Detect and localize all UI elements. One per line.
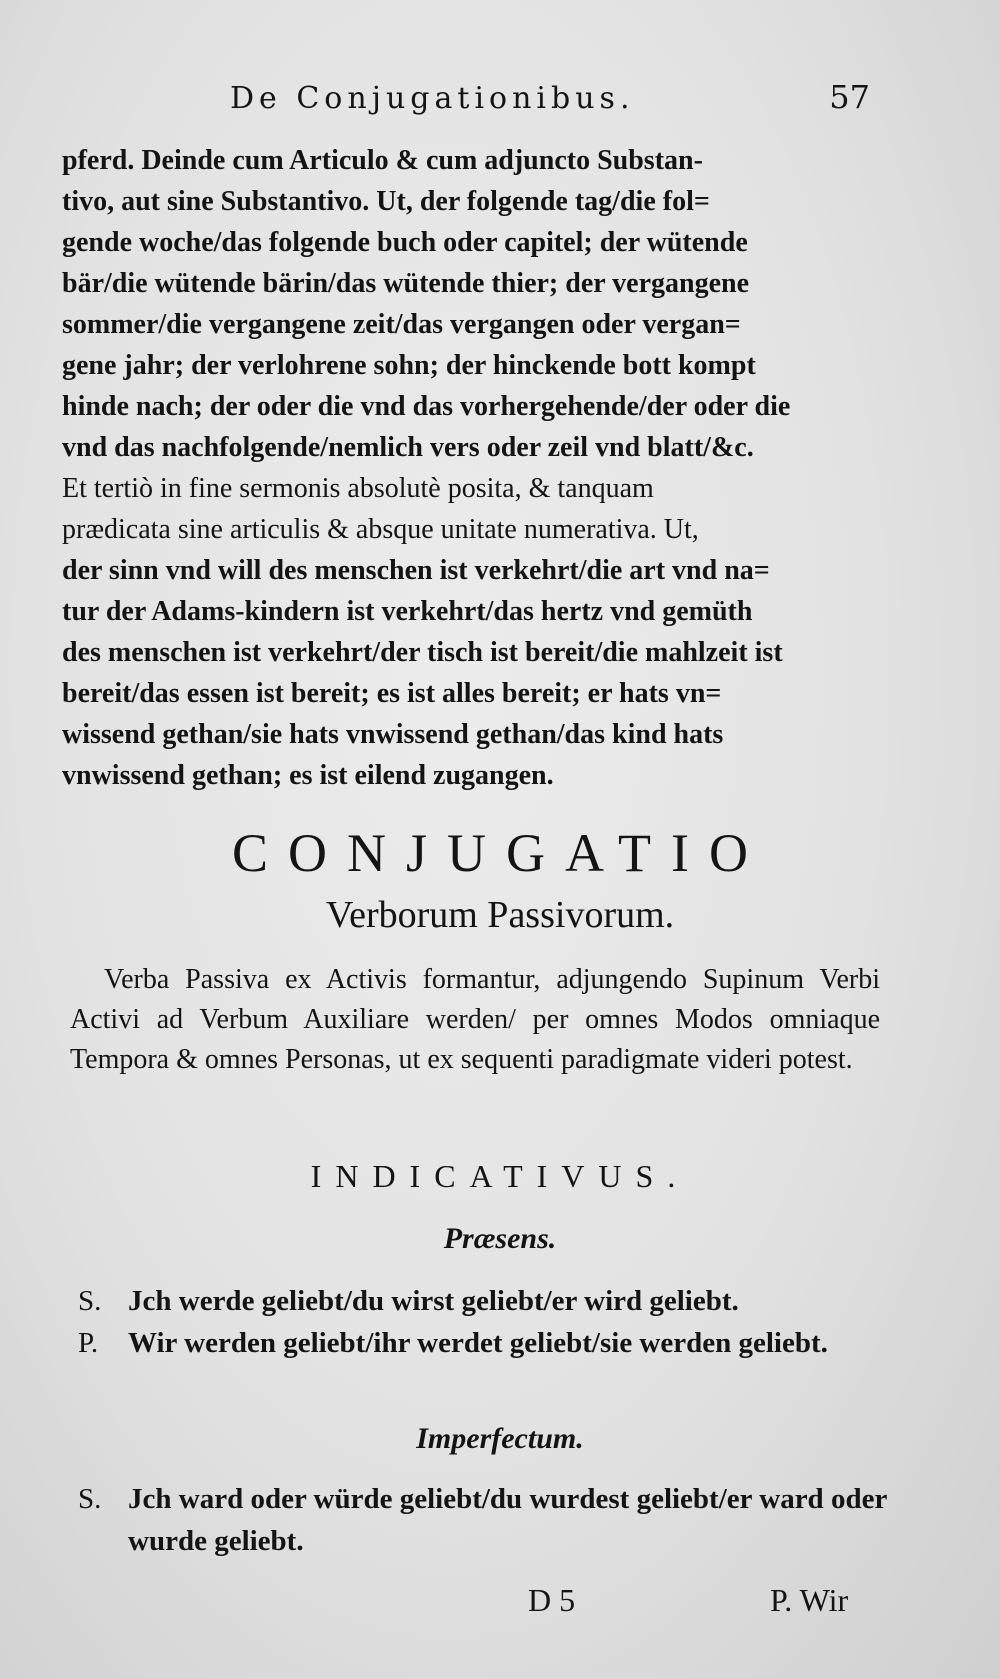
body-line: sommer/die vergangene zeit/das vergangen oder vergan= [62, 309, 741, 340]
paradigm-text: Jch ward oder würde geliebt/du wurdest geliebt/er ward oder wurde geliebt. [128, 1483, 887, 1557]
body-line: vnd das nachfolgende/nemlich vers oder zeil vnd blatt/&c. [62, 432, 754, 463]
page-header [230, 78, 870, 116]
section-subtitle: Verborum Passivorum. [325, 894, 675, 936]
body-line: gende woche/das folgende buch oder capitel; der wütende [62, 227, 748, 258]
imperfectum-paradigm [78, 1478, 888, 1562]
body-line: prædicata sine articulis & absque unitate numerativa. Ut, [62, 514, 699, 545]
body-line: der sinn vnd will des menschen ist verkehrt/die art vnd na= [62, 555, 770, 586]
paradigm-row [78, 1322, 888, 1364]
signature-mark: D 5 [528, 1582, 576, 1618]
body-line: wissend gethan/sie hats vnwissend gethan/das kind hats [62, 719, 724, 750]
intro-paragraph: Verba Passiva ex Activis formantur, adjungendo Supinum Verbi Activi ad Verbum Auxiliare werden/ per omnes Modos omniaque Tempora & omnes Personas, ut ex sequenti paradigmate videri potest. [70, 964, 880, 1075]
number-label: S. [78, 1285, 102, 1317]
body-line: Et tertiò in fine sermonis absolutè posita, & tanquam [62, 473, 654, 504]
tense-heading-praesens: Præsens. [443, 1222, 557, 1255]
number-label: P. [78, 1327, 99, 1359]
body-line: vnwissend gethan; es ist eilend zugangen. [62, 760, 554, 791]
section-title: CONJUGATIO [232, 823, 768, 883]
body-line: pferd. Deinde cum Articulo & cum adjuncto Substan- [62, 145, 703, 176]
body-line: tur der Adams-kindern ist verkehrt/das hertz vnd gemüth [62, 596, 753, 627]
paradigm-row [78, 1280, 888, 1322]
body-paragraph [62, 140, 882, 796]
mood-heading: INDICATIVUS. [310, 1158, 690, 1194]
running-title: De Conjugationibus. [230, 81, 635, 116]
paradigm-text: Jch werde geliebt/du wirst geliebt/er wird geliebt. [128, 1285, 739, 1317]
page-number: 57 [829, 78, 870, 116]
catchword: P. Wir [770, 1582, 849, 1618]
body-line: bär/die wütende bärin/das wütende thier; der vergangene [62, 268, 750, 299]
praesens-paradigm [78, 1280, 888, 1364]
body-line: hinde nach; der oder die vnd das vorhergehende/der oder die [62, 391, 791, 422]
tense-heading-imperfectum: Imperfectum. [416, 1422, 584, 1455]
number-label: S. [78, 1483, 102, 1515]
body-line: des menschen ist verkehrt/der tisch ist bereit/die mahlzeit ist [62, 637, 783, 668]
body-line: bereit/das essen ist bereit; es ist alles bereit; er hats vn= [62, 678, 722, 709]
paradigm-text: Wir werden geliebt/ihr werdet geliebt/sie werden geliebt. [128, 1327, 828, 1359]
body-line: tivo, aut sine Substantivo. Ut, der folgende tag/die fol= [62, 186, 710, 217]
body-line: gene jahr; der verlohrene sohn; der hinckende bott kompt [62, 350, 756, 381]
paradigm-row [78, 1478, 888, 1562]
